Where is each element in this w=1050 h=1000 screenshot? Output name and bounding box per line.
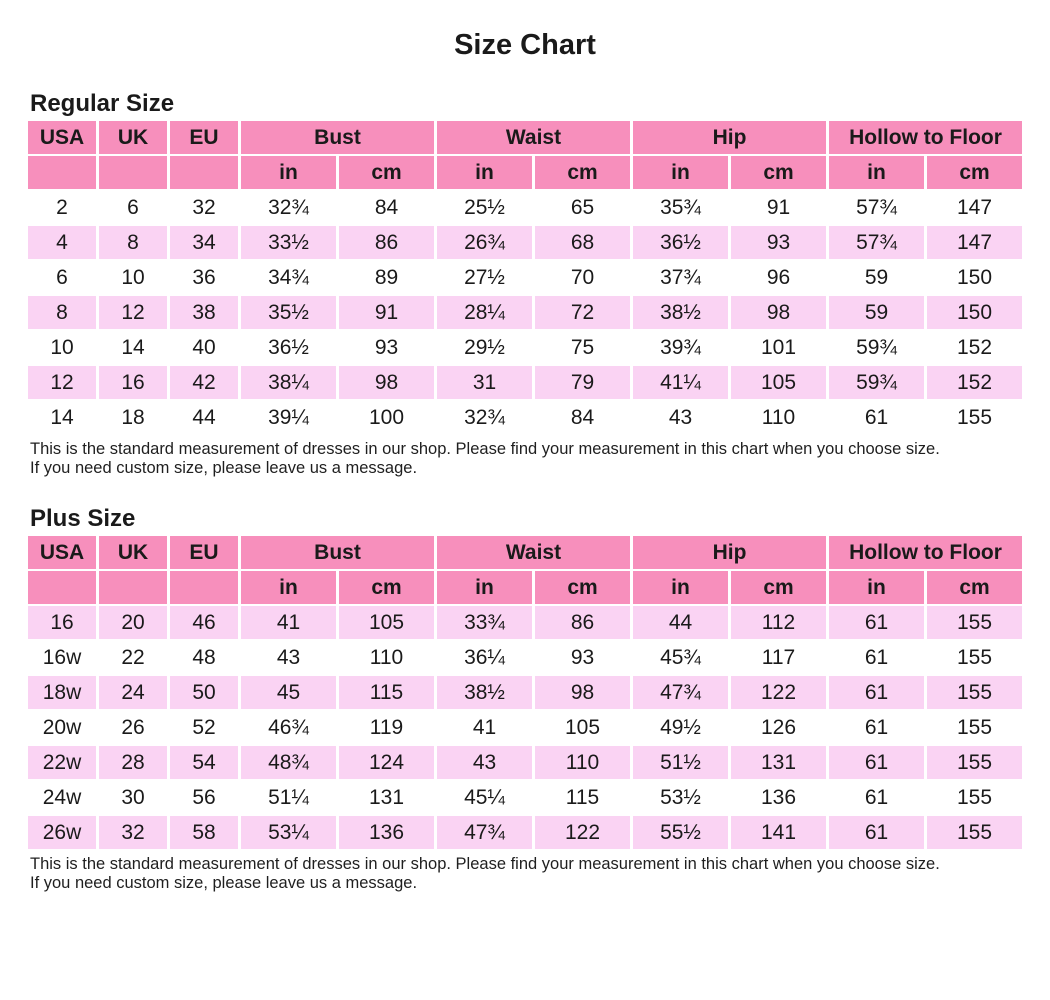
cell: 24 bbox=[99, 676, 167, 709]
cell: 48 bbox=[170, 641, 238, 674]
table-row bbox=[28, 401, 1022, 434]
cell: 10 bbox=[28, 331, 96, 364]
table-row bbox=[28, 331, 1022, 364]
measurement-note-plus bbox=[30, 855, 1025, 893]
table-row bbox=[28, 606, 1022, 639]
cell: 22 bbox=[99, 641, 167, 674]
cell: 61 bbox=[829, 641, 924, 674]
section-regular-size bbox=[25, 90, 1025, 478]
note-line1: This is the standard measurement of dresses in our shop. Please find your measurement in this chart when you choose size. bbox=[30, 855, 940, 873]
cell: 49½ bbox=[633, 711, 728, 744]
header-hip: Hip bbox=[633, 121, 826, 154]
cell: 84 bbox=[535, 401, 630, 434]
column-header-row bbox=[28, 121, 1022, 154]
plus-size-table bbox=[25, 534, 1025, 851]
cell: 18 bbox=[99, 401, 167, 434]
cell: 126 bbox=[731, 711, 826, 744]
regular-size-heading: Regular Size bbox=[30, 90, 175, 117]
cell: 32 bbox=[99, 816, 167, 849]
unit-header-in: in bbox=[437, 571, 532, 604]
unit-header-row bbox=[28, 156, 1022, 189]
cell: 41¼ bbox=[633, 366, 728, 399]
cell: 61 bbox=[829, 676, 924, 709]
cell: 93 bbox=[731, 226, 826, 259]
cell: 58 bbox=[170, 816, 238, 849]
table-row bbox=[28, 746, 1022, 779]
cell: 32¾ bbox=[437, 401, 532, 434]
cell: 46¾ bbox=[241, 711, 336, 744]
cell: 122 bbox=[535, 816, 630, 849]
cell: 30 bbox=[99, 781, 167, 814]
cell: 59 bbox=[829, 261, 924, 294]
unit-header-in: in bbox=[829, 571, 924, 604]
table-row bbox=[28, 296, 1022, 329]
cell: 35½ bbox=[241, 296, 336, 329]
cell: 36½ bbox=[241, 331, 336, 364]
table-row bbox=[28, 191, 1022, 224]
cell: 36 bbox=[170, 261, 238, 294]
unit-header-cm: cm bbox=[731, 156, 826, 189]
cell: 18w bbox=[28, 676, 96, 709]
cell: 24w bbox=[28, 781, 96, 814]
header-hip: Hip bbox=[633, 536, 826, 569]
cell: 152 bbox=[927, 366, 1022, 399]
unit-header-cm: cm bbox=[927, 571, 1022, 604]
cell: 115 bbox=[535, 781, 630, 814]
cell: 59¾ bbox=[829, 366, 924, 399]
cell: 61 bbox=[829, 746, 924, 779]
cell: 32¾ bbox=[241, 191, 336, 224]
unit-header-cm: cm bbox=[731, 571, 826, 604]
unit-header-in: in bbox=[633, 156, 728, 189]
cell: 45 bbox=[241, 676, 336, 709]
cell: 51½ bbox=[633, 746, 728, 779]
header-hollow-to-floor: Hollow to Floor bbox=[829, 536, 1022, 569]
cell: 28 bbox=[99, 746, 167, 779]
unit-header-cm: cm bbox=[535, 571, 630, 604]
cell: 45¾ bbox=[633, 641, 728, 674]
cell: 16w bbox=[28, 641, 96, 674]
cell: 55½ bbox=[633, 816, 728, 849]
cell: 105 bbox=[339, 606, 434, 639]
cell: 25½ bbox=[437, 191, 532, 224]
header-spacer bbox=[99, 156, 167, 189]
cell: 155 bbox=[927, 676, 1022, 709]
note-line1: This is the standard measurement of dresses in our shop. Please find your measurement in this chart when you choose size. bbox=[30, 440, 940, 458]
cell: 89 bbox=[339, 261, 434, 294]
table-row bbox=[28, 816, 1022, 849]
cell: 41 bbox=[437, 711, 532, 744]
cell: 115 bbox=[339, 676, 434, 709]
page-title: Size Chart bbox=[454, 29, 596, 61]
cell: 124 bbox=[339, 746, 434, 779]
cell: 147 bbox=[927, 226, 1022, 259]
cell: 72 bbox=[535, 296, 630, 329]
header-spacer bbox=[28, 156, 96, 189]
cell: 86 bbox=[535, 606, 630, 639]
cell: 35¾ bbox=[633, 191, 728, 224]
cell: 155 bbox=[927, 711, 1022, 744]
cell: 59¾ bbox=[829, 331, 924, 364]
cell: 91 bbox=[731, 191, 826, 224]
cell: 32 bbox=[170, 191, 238, 224]
table-row bbox=[28, 711, 1022, 744]
cell: 33½ bbox=[241, 226, 336, 259]
unit-header-in: in bbox=[633, 571, 728, 604]
cell: 98 bbox=[731, 296, 826, 329]
cell: 12 bbox=[99, 296, 167, 329]
unit-header-in: in bbox=[437, 156, 532, 189]
cell: 61 bbox=[829, 816, 924, 849]
table-row bbox=[28, 366, 1022, 399]
cell: 155 bbox=[927, 401, 1022, 434]
cell: 105 bbox=[731, 366, 826, 399]
cell: 51¼ bbox=[241, 781, 336, 814]
cell: 53¼ bbox=[241, 816, 336, 849]
cell: 152 bbox=[927, 331, 1022, 364]
cell: 39¾ bbox=[633, 331, 728, 364]
cell: 52 bbox=[170, 711, 238, 744]
header-waist: Waist bbox=[437, 536, 630, 569]
cell: 22w bbox=[28, 746, 96, 779]
cell: 40 bbox=[170, 331, 238, 364]
section-plus-size bbox=[25, 505, 1025, 893]
cell: 61 bbox=[829, 711, 924, 744]
cell: 110 bbox=[339, 641, 434, 674]
cell: 100 bbox=[339, 401, 434, 434]
cell: 46 bbox=[170, 606, 238, 639]
cell: 38 bbox=[170, 296, 238, 329]
cell: 56 bbox=[170, 781, 238, 814]
cell: 131 bbox=[339, 781, 434, 814]
cell: 29½ bbox=[437, 331, 532, 364]
cell: 155 bbox=[927, 746, 1022, 779]
cell: 54 bbox=[170, 746, 238, 779]
cell: 38½ bbox=[633, 296, 728, 329]
cell: 39¼ bbox=[241, 401, 336, 434]
unit-header-cm: cm bbox=[339, 156, 434, 189]
cell: 131 bbox=[731, 746, 826, 779]
cell: 26¾ bbox=[437, 226, 532, 259]
cell: 155 bbox=[927, 816, 1022, 849]
cell: 155 bbox=[927, 641, 1022, 674]
cell: 4 bbox=[28, 226, 96, 259]
cell: 50 bbox=[170, 676, 238, 709]
cell: 68 bbox=[535, 226, 630, 259]
cell: 70 bbox=[535, 261, 630, 294]
cell: 47¾ bbox=[437, 816, 532, 849]
cell: 44 bbox=[170, 401, 238, 434]
note-line2: If you need custom size, please leave us a message. bbox=[30, 874, 418, 892]
cell: 38¼ bbox=[241, 366, 336, 399]
cell: 91 bbox=[339, 296, 434, 329]
unit-header-cm: cm bbox=[927, 156, 1022, 189]
cell: 61 bbox=[829, 606, 924, 639]
cell: 150 bbox=[927, 261, 1022, 294]
column-header-row bbox=[28, 536, 1022, 569]
cell: 96 bbox=[731, 261, 826, 294]
cell: 65 bbox=[535, 191, 630, 224]
unit-header-cm: cm bbox=[339, 571, 434, 604]
cell: 110 bbox=[535, 746, 630, 779]
cell: 36½ bbox=[633, 226, 728, 259]
measurement-note-regular bbox=[30, 440, 1025, 478]
header-waist: Waist bbox=[437, 121, 630, 154]
cell: 150 bbox=[927, 296, 1022, 329]
regular-size-table bbox=[25, 119, 1025, 436]
header-spacer bbox=[170, 571, 238, 604]
table-row bbox=[28, 676, 1022, 709]
header-eu: EU bbox=[170, 536, 238, 569]
cell: 86 bbox=[339, 226, 434, 259]
cell: 105 bbox=[535, 711, 630, 744]
cell: 26 bbox=[99, 711, 167, 744]
cell: 37¾ bbox=[633, 261, 728, 294]
table-row bbox=[28, 781, 1022, 814]
cell: 117 bbox=[731, 641, 826, 674]
cell: 14 bbox=[28, 401, 96, 434]
cell: 61 bbox=[829, 781, 924, 814]
cell: 79 bbox=[535, 366, 630, 399]
unit-header-cm: cm bbox=[535, 156, 630, 189]
cell: 136 bbox=[339, 816, 434, 849]
cell: 36¼ bbox=[437, 641, 532, 674]
cell: 6 bbox=[99, 191, 167, 224]
cell: 141 bbox=[731, 816, 826, 849]
cell: 43 bbox=[437, 746, 532, 779]
cell: 47¾ bbox=[633, 676, 728, 709]
unit-header-row bbox=[28, 571, 1022, 604]
cell: 136 bbox=[731, 781, 826, 814]
cell: 119 bbox=[339, 711, 434, 744]
cell: 14 bbox=[99, 331, 167, 364]
cell: 6 bbox=[28, 261, 96, 294]
cell: 26w bbox=[28, 816, 96, 849]
cell: 2 bbox=[28, 191, 96, 224]
cell: 27½ bbox=[437, 261, 532, 294]
cell: 98 bbox=[535, 676, 630, 709]
cell: 48¾ bbox=[241, 746, 336, 779]
cell: 147 bbox=[927, 191, 1022, 224]
cell: 93 bbox=[535, 641, 630, 674]
cell: 28¼ bbox=[437, 296, 532, 329]
cell: 101 bbox=[731, 331, 826, 364]
header-bust: Bust bbox=[241, 536, 434, 569]
cell: 20 bbox=[99, 606, 167, 639]
cell: 61 bbox=[829, 401, 924, 434]
cell: 43 bbox=[633, 401, 728, 434]
header-usa: USA bbox=[28, 536, 96, 569]
cell: 45¼ bbox=[437, 781, 532, 814]
header-uk: UK bbox=[99, 121, 167, 154]
unit-header-in: in bbox=[241, 156, 336, 189]
header-bust: Bust bbox=[241, 121, 434, 154]
cell: 34 bbox=[170, 226, 238, 259]
plus-size-heading: Plus Size bbox=[30, 505, 136, 532]
note-line2: If you need custom size, please leave us a message. bbox=[30, 459, 418, 477]
cell: 34¾ bbox=[241, 261, 336, 294]
cell: 16 bbox=[99, 366, 167, 399]
cell: 8 bbox=[99, 226, 167, 259]
header-hollow-to-floor: Hollow to Floor bbox=[829, 121, 1022, 154]
cell: 44 bbox=[633, 606, 728, 639]
table-row bbox=[28, 261, 1022, 294]
header-usa: USA bbox=[28, 121, 96, 154]
cell: 110 bbox=[731, 401, 826, 434]
table-row bbox=[28, 641, 1022, 674]
cell: 57¾ bbox=[829, 226, 924, 259]
header-eu: EU bbox=[170, 121, 238, 154]
header-spacer bbox=[28, 571, 96, 604]
cell: 75 bbox=[535, 331, 630, 364]
cell: 41 bbox=[241, 606, 336, 639]
table-row bbox=[28, 226, 1022, 259]
cell: 84 bbox=[339, 191, 434, 224]
cell: 33¾ bbox=[437, 606, 532, 639]
cell: 20w bbox=[28, 711, 96, 744]
cell: 12 bbox=[28, 366, 96, 399]
cell: 16 bbox=[28, 606, 96, 639]
cell: 43 bbox=[241, 641, 336, 674]
cell: 31 bbox=[437, 366, 532, 399]
cell: 8 bbox=[28, 296, 96, 329]
cell: 155 bbox=[927, 781, 1022, 814]
cell: 59 bbox=[829, 296, 924, 329]
cell: 93 bbox=[339, 331, 434, 364]
cell: 98 bbox=[339, 366, 434, 399]
header-spacer bbox=[99, 571, 167, 604]
cell: 57¾ bbox=[829, 191, 924, 224]
cell: 38½ bbox=[437, 676, 532, 709]
header-uk: UK bbox=[99, 536, 167, 569]
cell: 112 bbox=[731, 606, 826, 639]
cell: 42 bbox=[170, 366, 238, 399]
cell: 53½ bbox=[633, 781, 728, 814]
unit-header-in: in bbox=[241, 571, 336, 604]
cell: 10 bbox=[99, 261, 167, 294]
header-spacer bbox=[170, 156, 238, 189]
unit-header-in: in bbox=[829, 156, 924, 189]
cell: 122 bbox=[731, 676, 826, 709]
cell: 155 bbox=[927, 606, 1022, 639]
